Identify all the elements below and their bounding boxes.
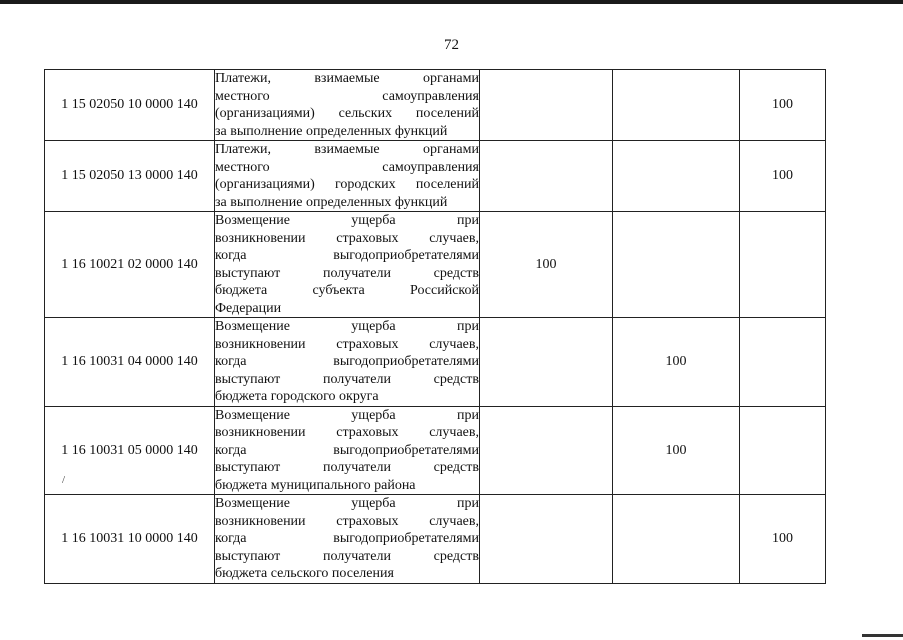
- income-description: [215, 318, 480, 407]
- income-description: [215, 141, 480, 212]
- description-line: Платежи, взимаемые органами: [215, 142, 479, 157]
- table-row: [45, 212, 826, 318]
- pen-mark: /: [62, 474, 66, 486]
- description-line: Федерации: [215, 300, 282, 316]
- description-line: бюджета муниципального района: [215, 477, 416, 493]
- percent-value-col-1: [480, 141, 613, 212]
- description-line: возникновении страховых случаев,: [215, 336, 479, 352]
- description-line: бюджета городского округа: [215, 389, 379, 404]
- description-line: Возмещение ущерба при: [215, 407, 479, 423]
- budget-classification-table: [44, 69, 826, 584]
- description-line: Возмещение ущерба при: [215, 213, 479, 228]
- description-line: выступают получатели средств: [215, 460, 479, 475]
- percent-value-col-1: [480, 70, 613, 141]
- percent-value-col-1: [480, 495, 613, 584]
- description-line: когда выгодоприобретателями: [215, 354, 479, 369]
- description-line: за выполнение определенных функций: [215, 194, 448, 210]
- income-description: [215, 495, 480, 584]
- table-body: [45, 70, 826, 584]
- description-line: когда выгодоприобретателями: [215, 248, 479, 263]
- percent-value-col-3: [740, 406, 826, 495]
- classification-code: 1 16 10021 02 0000 140: [45, 212, 215, 318]
- description-line: возникновении страховых случаев,: [215, 230, 479, 246]
- table-row: [45, 406, 826, 495]
- classification-code: 1 15 02050 10 0000 140: [45, 70, 215, 141]
- description-line: выступают получатели средств: [215, 265, 479, 281]
- description-line: Возмещение ущерба при: [215, 319, 479, 334]
- percent-value-col-1: [480, 318, 613, 407]
- classification-code: 1 16 10031 04 0000 140: [45, 318, 215, 407]
- description-line: бюджета субъекта Российской: [215, 283, 479, 298]
- classification-code: 1 16 10031 10 0000 140: [45, 495, 215, 584]
- description-line: (организациями) городских поселений: [215, 177, 479, 192]
- percent-value-col-3: [740, 318, 826, 407]
- percent-value-col-2: [613, 495, 740, 584]
- description-line: выступают получатели средств: [215, 371, 479, 387]
- income-description: [215, 406, 480, 495]
- classification-code: 1 15 02050 13 0000 140: [45, 141, 215, 212]
- description-line: Возмещение ущерба при: [215, 496, 479, 511]
- description-line: возникновении страховых случаев,: [215, 425, 479, 440]
- description-line: местного самоуправления: [215, 88, 479, 104]
- page-number: 72: [444, 37, 459, 53]
- table-row: [45, 141, 826, 212]
- percent-value-col-2: [613, 212, 740, 318]
- description-line: местного самоуправления: [215, 159, 479, 175]
- percent-value-col-2: 100: [613, 406, 740, 495]
- percent-value-col-1: 100: [480, 212, 613, 318]
- percent-value-col-3: 100: [740, 495, 826, 584]
- percent-value-col-2: [613, 141, 740, 212]
- percent-value-col-1: [480, 406, 613, 495]
- table-row: [45, 70, 826, 141]
- classification-code: 1 16 10031 05 0000 140: [45, 406, 215, 495]
- top-rule: [0, 0, 903, 4]
- description-line: за выполнение определенных функций: [215, 123, 448, 139]
- description-line: (организациями) сельских поселений: [215, 106, 479, 121]
- percent-value-col-3: 100: [740, 141, 826, 212]
- description-line: возникновении страховых случаев,: [215, 513, 479, 529]
- table-row: [45, 318, 826, 407]
- table-row: [45, 495, 826, 584]
- percent-value-col-2: [613, 70, 740, 141]
- percent-value-col-2: 100: [613, 318, 740, 407]
- description-line: когда выгодоприобретателями: [215, 442, 479, 458]
- percent-value-col-3: [740, 212, 826, 318]
- description-line: когда выгодоприобретателями: [215, 531, 479, 546]
- percent-value-col-3: 100: [740, 70, 826, 141]
- description-line: выступают получатели средств: [215, 548, 479, 564]
- income-description: [215, 212, 480, 318]
- description-line: бюджета сельского поселения: [215, 566, 394, 581]
- description-line: Платежи, взимаемые органами: [215, 71, 479, 86]
- income-description: [215, 70, 480, 141]
- bottom-rule: [862, 634, 903, 637]
